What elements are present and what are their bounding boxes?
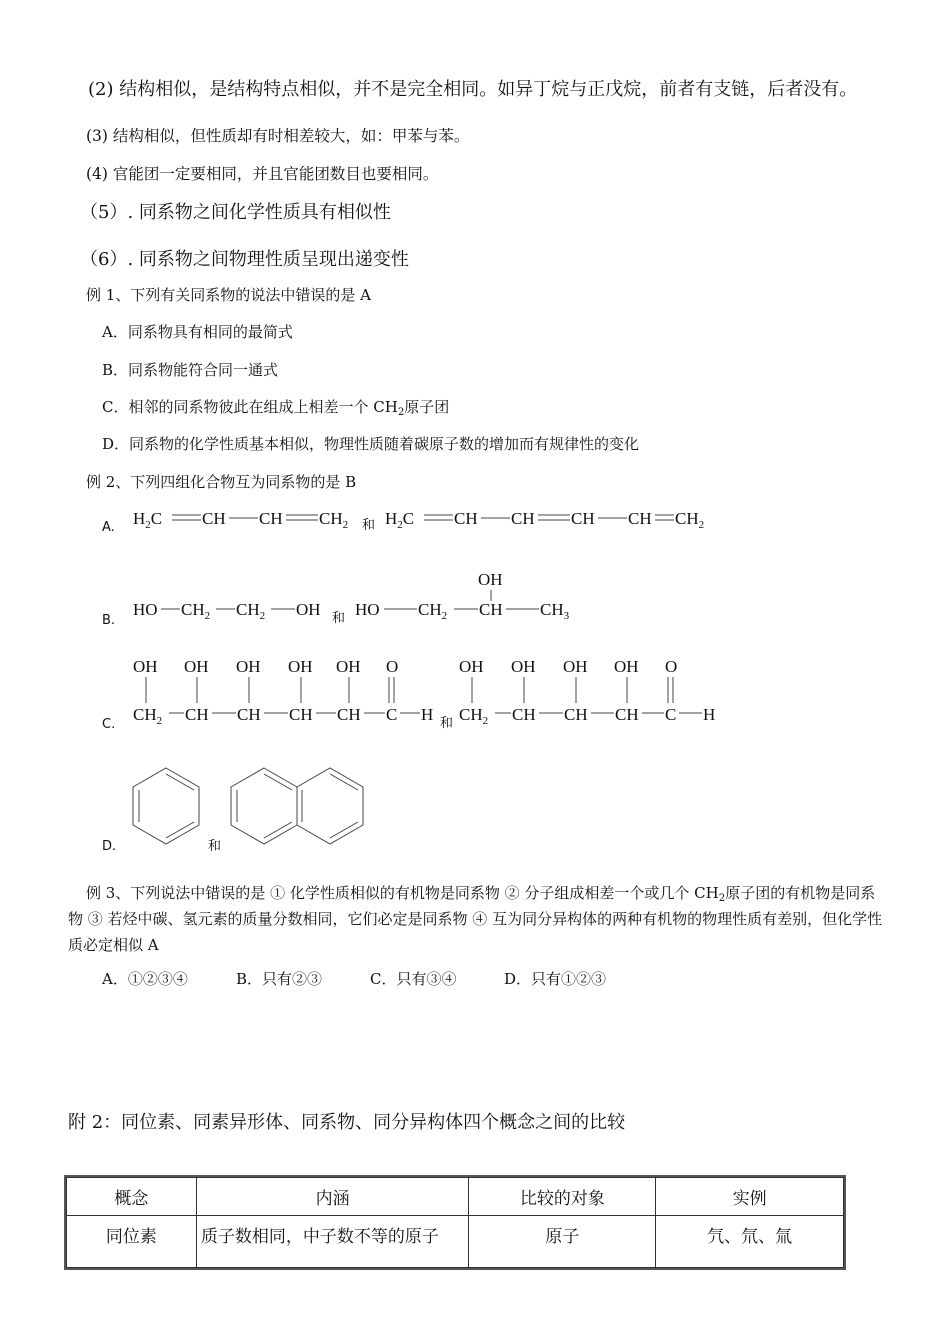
svg-text:OH: OH [184,657,209,676]
svg-text:CH: CH [564,705,588,724]
table-row [67,1216,844,1268]
svg-text:和: 和 [332,611,346,626]
svg-text:CH3: $CH_3$ [540,600,570,622]
svg-text:OH: OH [459,657,484,676]
example-1-option-b: B．同系物能符合同一通式 [102,361,279,379]
svg-text:HO: HO [355,600,380,619]
svg-text:H: H [421,705,434,724]
point-6: （6）. 同系物之间物理性质呈现出递变性 [80,249,409,270]
svg-text:CH: CH [615,705,639,724]
cell-object: 原子 [469,1216,656,1268]
svg-text:C: C [386,705,398,724]
svg-text:CH: CH [237,705,261,724]
svg-text:CH: CH [628,509,652,528]
svg-text:CH: CH [571,509,595,528]
svg-text:O: O [386,657,399,676]
svg-text:OH: OH [133,657,158,676]
svg-text:HO: HO [133,600,158,619]
cell-concept: 同位素 [67,1216,197,1268]
svg-text:CH: CH [454,509,478,528]
example-3-question: 例 3、下列说法中错误的是 ① 化学性质相似的有机物是同系物 ② 分子组成相差一个或几个 $CH_2$原子团的有机物是同系物 ③ 若烃中碳、氢元素的质量分数相同，它们必定是同系物 ④ 互为同分异构体的两种有机物的物理性质有差别，但化学性质必定相似 A [68,884,883,954]
point-5: （5）. 同系物之间化学性质具有相似性 [80,202,391,223]
svg-text:OH: OH [336,657,361,676]
svg-text:CH: CH [512,705,536,724]
svg-text:CH: CH [259,509,283,528]
svg-text:CH: CH [511,509,535,528]
svg-text:H: H [703,705,716,724]
svg-text:CH2: $CH_2$ [675,509,705,531]
header-concept: 概念 [67,1178,197,1216]
cell-example: 氕、氘、氚 [656,1216,844,1268]
header-example: 实例 [656,1178,844,1216]
svg-text:CH: CH [479,600,503,619]
example-1-question: 例 1、下列有关同系物的说法中错误的是 A [86,286,371,304]
example-1-option-a: A．同系物具有相同的最简式 [102,323,293,341]
point-3: (3) 结构相似，但性质却有时相差较大，如：甲苯与苯。 [86,127,470,145]
option-b-structure [133,570,570,626]
option-c-label: C. [102,717,116,732]
example-2-question: 例 2、下列四组化合物互为同系物的是 B [86,473,357,491]
comparison-table [66,1177,844,1268]
svg-text:OH: OH [236,657,261,676]
svg-text:H2C: $H_2C$ [133,509,163,531]
cell-meaning: 质子数相同，中子数不等的原子 [196,1216,469,1268]
svg-text:和: 和 [208,839,222,854]
svg-text:CH2: $CH_2$ [319,509,349,531]
svg-text:CH2: $CH_2$ [418,600,448,622]
svg-text:CH: CH [202,509,226,528]
svg-text:OH: OH [478,570,503,589]
svg-text:CH2: $CH_2$ [181,600,211,622]
svg-text:OH: OH [563,657,588,676]
svg-text:和: 和 [440,716,454,731]
option-c-structure [133,657,715,731]
svg-text:CH2: $CH_2$ [459,705,489,727]
header-object: 比较的对象 [469,1178,656,1216]
svg-text:CH2: $CH_2$ [133,705,163,727]
option-a-label: A. [102,520,115,535]
option-d-label: D. [102,839,117,854]
option-d-structure [133,768,363,854]
svg-text:OH: OH [614,657,639,676]
svg-text:CH: CH [185,705,209,724]
svg-text:OH: OH [296,600,321,619]
point-4: (4) 官能团一定要相同，并且官能团数目也要相同。 [86,165,439,183]
header-meaning: 内涵 [196,1178,469,1216]
svg-text:和: 和 [362,518,376,533]
svg-text:CH2: $CH_2$ [236,600,266,622]
svg-text:OH: OH [511,657,536,676]
example-3-option-b: B．只有②③ [236,970,323,988]
example-1-option-c: C．相邻的同系物彼此在组成上相差一个 $CH_2$原子团 [102,398,450,418]
example-3-option-a: A．①②③④ [102,970,188,988]
option-b-label: B. [102,613,116,628]
example-1-option-d: D．同系物的化学性质基本相似，物理性质随着碳原子数的增加而有规律性的变化 [102,435,640,453]
svg-text:OH: OH [288,657,313,676]
svg-text:C: C [665,705,677,724]
option-a-structure [133,509,704,533]
example-3-option-d: D．只有①②③ [504,970,607,988]
svg-text:H2C: $H_2C$ [385,509,415,531]
svg-text:O: O [665,657,678,676]
example-3-option-c: C．只有③④ [370,970,457,988]
appendix-title: 附 2：同位素、同素异形体、同系物、同分异构体四个概念之间的比较 [68,1112,626,1133]
point-2: (2) 结构相似，是结构特点相似，并不是完全相同。如异丁烷与正戊烷，前者有支链，后者没有。 [88,79,858,100]
table-header-row [67,1178,844,1216]
svg-text:CH: CH [337,705,361,724]
svg-text:CH: CH [289,705,313,724]
